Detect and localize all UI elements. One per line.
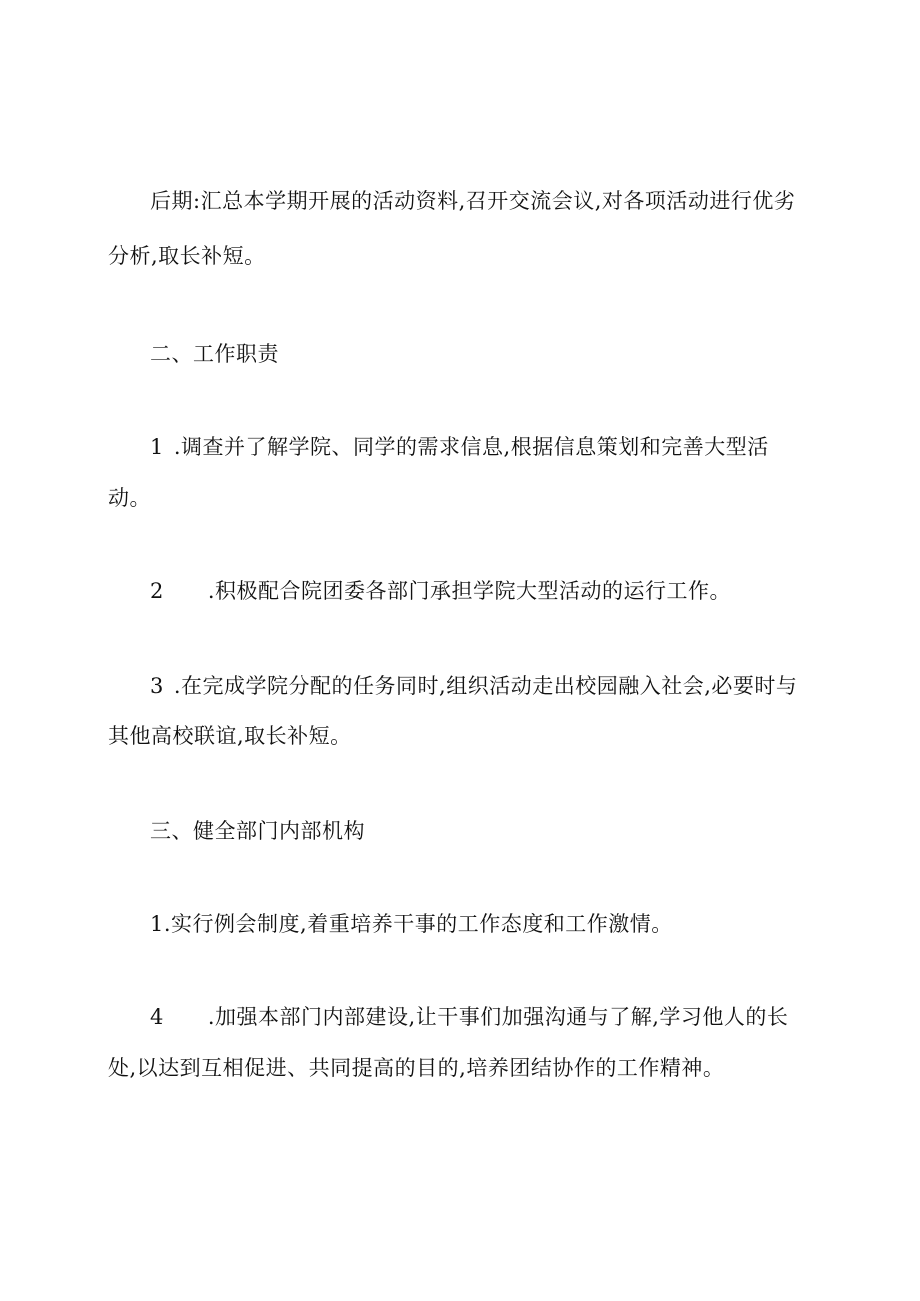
text: 处,以达到互相促进、共同提高的目的,培养团结协作的工作精神。 [108,1056,725,1080]
org-item-4-line-2 [108,1055,724,1081]
duty-item-1-line-2 [108,485,151,511]
text: 分析,取长补短。 [108,244,266,268]
text: 动。 [108,486,151,510]
heading-text: 二、工作职责 [150,342,279,366]
item-number: 3 [150,674,164,698]
text: .在完成学院分配的任务同时,组织活动走出校园融入社会,必要时与 [173,674,798,698]
org-item-1 [150,911,673,937]
text: 后期:汇总本学期开展的活动资料,召开交流会议,对各项活动进行优劣 [150,189,796,213]
text: 1.实行例会制度,着重培养干事的工作态度和工作激情。 [150,912,673,936]
item-number: 1 [150,435,164,459]
paragraph-later-stage-line-1 [150,188,795,214]
text: 其他高校联谊,取长补短。 [108,724,352,748]
duty-item-1-line-1 [150,434,769,460]
section-heading-organization [150,818,365,844]
item-number: 4 [150,1005,164,1029]
org-item-4-line-1 [150,1004,788,1030]
item-number: 2 [150,579,164,603]
duty-item-3-line-2 [108,723,352,749]
text: .积极配合院团委各部门承担学院大型活动的运行工作。 [207,579,732,603]
heading-text: 三、健全部门内部机构 [150,819,365,843]
duty-item-3-line-1 [150,673,797,699]
text: .加强本部门内部建设,让干事们加强沟通与了解,学习他人的长 [207,1005,789,1029]
text: .调查并了解学院、同学的需求信息,根据信息策划和完善大型活 [173,435,769,459]
duty-item-2 [150,578,731,604]
section-heading-duties [150,341,279,367]
paragraph-later-stage-line-2 [108,243,266,269]
